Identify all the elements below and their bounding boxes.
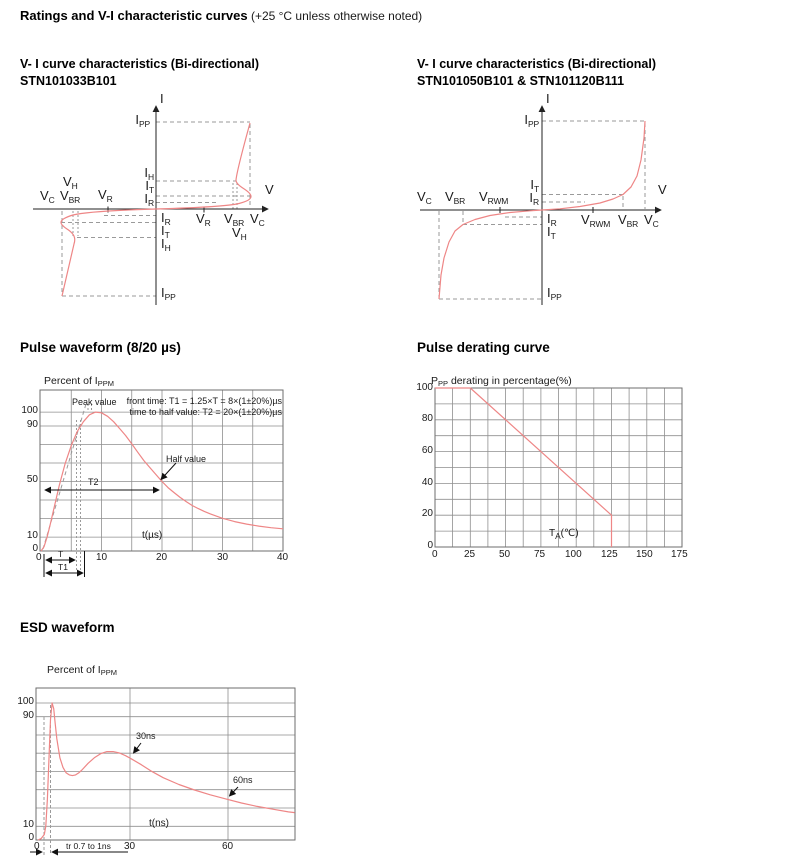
esd-30ns-annotation: 30ns — [136, 731, 156, 741]
label-vc-right: $V_C$ — [250, 211, 265, 228]
label-it-negative: $I_T$ — [547, 224, 556, 241]
ytick: 10 — [22, 819, 34, 830]
label-it-positive: $I_T$ — [145, 178, 154, 195]
label-it-positive: $I_T$ — [530, 177, 539, 194]
vi-left-title-line2: STN101033B101 — [20, 73, 117, 88]
ytick: 40 — [421, 477, 433, 488]
ytick: 0 — [427, 540, 433, 551]
esd-waveform-chart — [0, 655, 400, 865]
label-vh-left: $V_H$ — [63, 174, 78, 191]
esd-60ns-annotation: 60ns — [233, 775, 253, 785]
xtick: 0 — [36, 552, 42, 563]
label-ir-positive: $I_R$ — [529, 190, 539, 207]
label-vh-right: $V_H$ — [232, 225, 247, 242]
label-vc-left: $V_C$ — [417, 189, 432, 206]
esd-tr-annotation: tr 0.7 to 1ns — [66, 841, 111, 851]
ytick: 0 — [32, 543, 38, 554]
derating-ylabel: $P_{PP}$ derating in percentage(%) — [431, 375, 572, 388]
t1-annotation: T1 — [58, 562, 68, 572]
v-axis-label: V — [265, 182, 274, 197]
i-axis-label: I — [160, 91, 164, 106]
xtick: 100 — [565, 549, 582, 560]
xtick: 25 — [464, 549, 476, 560]
pulse-derating-chart — [405, 376, 795, 576]
label-vr-right: $V_R$ — [196, 211, 211, 228]
vi-right-title-line2: STN101050B101 & STN101120B111 — [417, 73, 625, 88]
front-time-annotation: front time: T1 = 1.25×T = 8×(1±20%)µs — [126, 396, 282, 406]
ytick: 60 — [421, 445, 433, 456]
vi-left-title-line1: V- I curve characteristics (Bi-directional) — [20, 57, 259, 71]
label-vc-left: $V_C$ — [40, 188, 55, 205]
pulse-dashed — [43, 404, 92, 572]
label-it-negative: $I_T$ — [161, 223, 170, 240]
label-vbr-right: $V_{BR}$ — [224, 211, 245, 228]
xtick: 50 — [499, 549, 511, 560]
label-vrwm-left: $V_{RWM}$ — [479, 189, 509, 206]
label-ipp-negative: $I_{PP}$ — [161, 285, 176, 302]
pulse-derating-title: Pulse derating curve — [417, 340, 550, 355]
xtick: 30 — [124, 841, 136, 852]
peak-value-annotation: Peak value — [72, 397, 117, 407]
label-vc-right: $V_C$ — [644, 212, 659, 229]
xtick: 60 — [222, 841, 234, 852]
derating-xlabel: $T_A(℃)$ — [549, 528, 579, 541]
t2-annotation: T2 — [88, 477, 99, 487]
label-ih-negative: $I_H$ — [161, 236, 171, 253]
esd-ylabel: Percent of $I_{PPM}$ — [47, 664, 117, 677]
page-title: Ratings and V-I characteristic curves (+25 °C unless otherwise noted) — [20, 8, 423, 23]
ytick: 80 — [421, 413, 433, 424]
xtick: 150 — [636, 549, 653, 560]
label-ir-negative: $I_R$ — [161, 210, 171, 227]
label-ir-negative: $I_R$ — [547, 211, 557, 228]
esd-annotation-arrows — [30, 743, 238, 852]
ytick: 90 — [26, 419, 38, 430]
ytick: 100 — [21, 405, 38, 416]
xtick: 10 — [96, 552, 108, 563]
label-vbr-left: $V_{BR}$ — [445, 189, 466, 206]
esd-waveform-plot — [0, 655, 400, 865]
label-ipp-negative: $I_{PP}$ — [547, 285, 562, 302]
ytick: 0 — [28, 832, 34, 843]
vi-right-title — [417, 56, 656, 90]
xtick: 125 — [601, 549, 618, 560]
ytick: 100 — [416, 382, 433, 393]
pulse-xlabel: t(µs) — [142, 530, 163, 541]
ytick: 50 — [26, 474, 38, 485]
esd-xlabel: t(ns) — [149, 818, 169, 829]
xtick: 0 — [34, 841, 40, 852]
label-vr-left: $V_R$ — [98, 187, 113, 204]
ytick: 20 — [421, 508, 433, 519]
xtick: 0 — [432, 549, 438, 560]
pulse-waveform-chart — [0, 376, 400, 591]
xtick: 40 — [277, 552, 289, 563]
ytick: 90 — [22, 710, 34, 721]
vi-left-chart — [0, 90, 300, 315]
xtick: 20 — [156, 552, 168, 563]
v-axis-label: V — [658, 182, 667, 197]
label-ir-positive: $I_R$ — [144, 191, 154, 208]
label-vrwm-right: $V_{RWM}$ — [581, 212, 611, 229]
pulse-waveform-title: Pulse waveform (8/20 µs) — [20, 340, 181, 355]
esd-waveform-title: ESD waveform — [20, 620, 115, 635]
label-ih-positive: $I_H$ — [144, 165, 154, 182]
vi-right-chart — [405, 90, 705, 315]
vi-left-title — [20, 56, 259, 90]
ytick: 10 — [26, 530, 38, 541]
t-annotation: T — [58, 549, 64, 559]
xtick: 30 — [217, 552, 229, 563]
half-value-annotation: Half value — [166, 454, 207, 464]
xtick: 75 — [534, 549, 546, 560]
ytick: 100 — [17, 696, 34, 707]
label-vbr-left: $V_{BR}$ — [60, 188, 81, 205]
pulse-derating-plot — [405, 376, 795, 576]
label-ipp-positive: $I_{PP}$ — [524, 112, 539, 129]
label-ipp-positive: $I_{PP}$ — [135, 112, 150, 129]
i-axis-label: I — [546, 91, 550, 106]
label-vbr-right: $V_{BR}$ — [618, 212, 639, 229]
xtick: 175 — [671, 549, 688, 560]
pulse-ylabel: Percent of $I_{PPM}$ — [44, 375, 114, 388]
half-time-annotation: time to half value: T2 = 20×(1±20%)µs — [129, 407, 282, 417]
vi-right-title-line1: V- I curve characteristics (Bi-directional) — [417, 57, 656, 71]
